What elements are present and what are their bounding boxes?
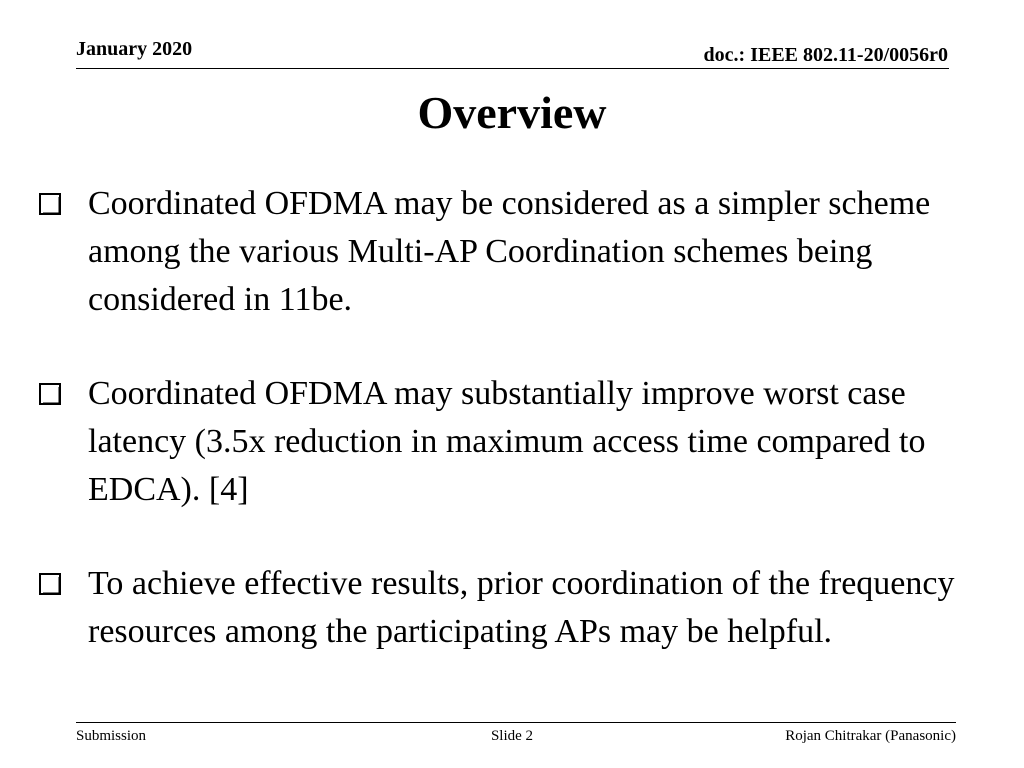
- footer-author: Rojan Chitrakar (Panasonic): [785, 728, 956, 744]
- bullet-text: Coordinated OFDMA may be considered as a simpler scheme among the various Multi-AP Coordination schemes being considered in 11be.: [88, 185, 931, 318]
- slide-title: Overview: [417, 87, 607, 138]
- bullet-item: [36, 560, 986, 656]
- header-divider: [76, 68, 949, 69]
- bullet-item: [36, 180, 986, 324]
- checkbox-outline-icon: [39, 383, 61, 405]
- bullet-text: Coordinated OFDMA may substantially improve worst case latency (3.5x reduction in maximum access time compared to EDCA). [4]: [88, 375, 926, 508]
- bullet-list: [36, 180, 986, 656]
- bullet-text: To achieve effective results, prior coordination of the frequency resources among the participating APs may be helpful.: [88, 565, 955, 650]
- header-date: January 2020: [76, 38, 193, 60]
- checkbox-outline-icon: [39, 573, 61, 595]
- footer-slide-number: Slide 2: [490, 728, 534, 744]
- bullet-item: [36, 370, 986, 514]
- footer-divider: [76, 722, 956, 723]
- checkbox-outline-icon: [39, 193, 61, 215]
- header-doc-id: doc.: IEEE 802.11-20/0056r0: [703, 44, 948, 66]
- footer-submission: Submission: [76, 728, 147, 744]
